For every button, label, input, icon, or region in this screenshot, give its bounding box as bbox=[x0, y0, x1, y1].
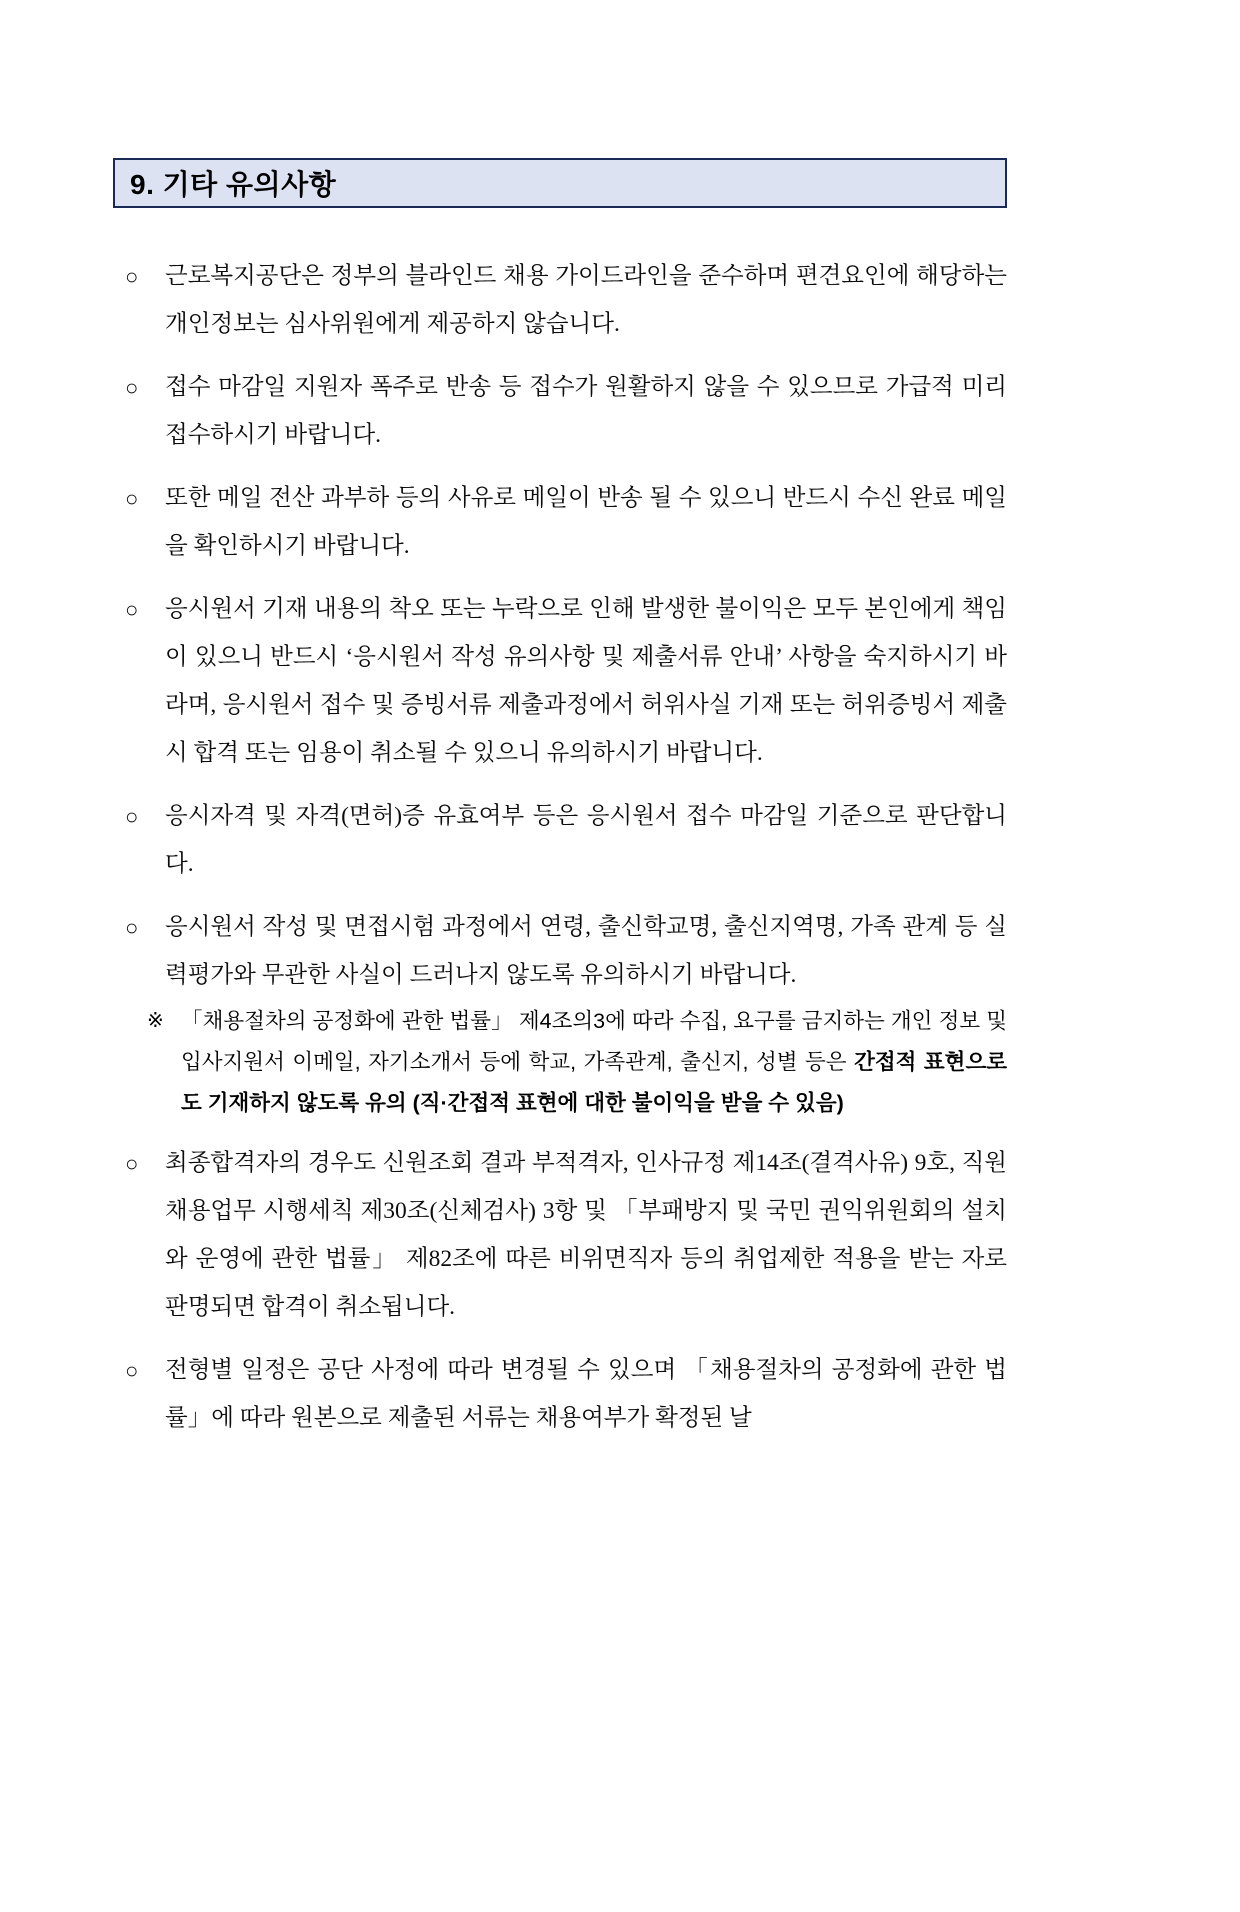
bullet-item bbox=[113, 792, 1007, 888]
bullet-marker: ○ bbox=[125, 1151, 139, 1176]
note-text: 「채용절차의 공정화에 관한 법률」 제4조의3에 따라 수집, 요구를 금지하는 개인 정보 및 입사지원서 이메일, 자기소개서 등에 학교, 가족관계, 출신지, 성별 등은 bbox=[181, 1009, 1007, 1074]
bullet-text: 전형별 일정은 공단 사정에 따라 변경될 수 있으며 「채용절차의 공정화에 관한 법률」에 따라 원본으로 제출된 서류는 채용여부가 확정된 날 bbox=[165, 1357, 1007, 1431]
bullet-list bbox=[113, 252, 1007, 1442]
bullet-marker: ○ bbox=[125, 375, 139, 400]
bullet-item bbox=[113, 1139, 1007, 1331]
bullet-text: 응시자격 및 자격(면허)증 유효여부 등은 응시원서 접수 마감일 기준으로 판단합니다. bbox=[165, 803, 1007, 877]
document-page bbox=[0, 158, 1240, 1912]
bullet-marker: ○ bbox=[125, 915, 139, 940]
bullet-text: 또한 메일 전산 과부하 등의 사유로 메일이 반송 될 수 있으니 반드시 수신 완료 메일을 확인하시기 바랍니다. bbox=[165, 485, 1007, 559]
note bbox=[147, 1001, 1007, 1124]
note-marker: ※ bbox=[147, 1010, 164, 1032]
note-text-bold: 간접적 표현으로도 기재하지 않도록 유의 (직·간접적 표현에 대한 불이익을 받을 수 있음) bbox=[181, 1050, 1007, 1115]
bullet-marker: ○ bbox=[125, 597, 139, 622]
bullet-marker: ○ bbox=[125, 1358, 139, 1383]
bullet-text: 응시원서 작성 및 면접시험 과정에서 연령, 출신학교명, 출신지역명, 가족 관계 등 실력평가와 무관한 사실이 드러나지 않도록 유의하시기 바랍니다. bbox=[165, 914, 1007, 988]
section-title: 9. 기타 유의사항 bbox=[130, 169, 337, 200]
bullet-text: 접수 마감일 지원자 폭주로 반송 등 접수가 원활하지 않을 수 있으므로 가급적 미리 접수하시기 바랍니다. bbox=[165, 374, 1007, 448]
bullet-text: 최종합격자의 경우도 신원조회 결과 부적격자, 인사규정 제14조(결격사유) 9호, 직원 채용업무 시행세칙 제30조(신체검사) 3항 및 「부패방지 및 국민 권익위원회의 설치와 운영에 관한 법률」 제82조에 따른 비위면직자 등의 취업제한 적용을 받는 자로 판명되면 합격이 취소됩니다. bbox=[165, 1150, 1007, 1320]
bullet-item bbox=[113, 252, 1007, 348]
bullet-text: 응시원서 기재 내용의 착오 또는 누락으로 인해 발생한 불이익은 모두 본인에게 책임이 있으니 반드시 ‘응시원서 작성 유의사항 및 제출서류 안내’ 사항을 숙지하시기 바라며, 응시원서 접수 및 증빙서류 제출과정에서 허위사실 기재 또는 허위증빙서 제출 시 합격 또는 임용이 취소될 수 있으니 유의하시기 바랍니다. bbox=[165, 596, 1007, 766]
bullet-marker: ○ bbox=[125, 264, 139, 289]
bullet-marker: ○ bbox=[125, 804, 139, 829]
bullet-item bbox=[113, 903, 1007, 1124]
bullet-item bbox=[113, 585, 1007, 777]
bullet-item bbox=[113, 1346, 1007, 1442]
bullet-text: 근로복지공단은 정부의 블라인드 채용 가이드라인을 준수하며 편견요인에 해당하는 개인정보는 심사위원에게 제공하지 않습니다. bbox=[165, 263, 1007, 337]
bullet-item bbox=[113, 474, 1007, 570]
bullet-item bbox=[113, 363, 1007, 459]
bullet-marker: ○ bbox=[125, 486, 139, 511]
section-header bbox=[113, 158, 1007, 208]
